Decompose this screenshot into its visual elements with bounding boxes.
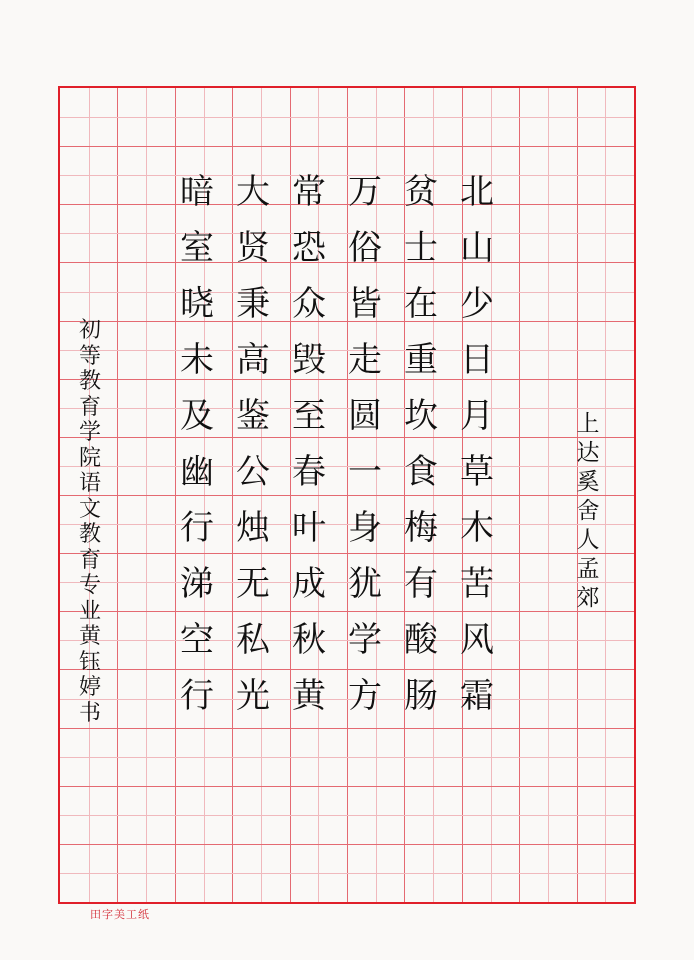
handwritten-character: 酸	[404, 620, 438, 660]
poem-column-3	[337, 164, 393, 724]
handwritten-character: 业	[78, 598, 101, 624]
grid-horizontal-line	[60, 786, 634, 787]
handwritten-character: 行	[180, 508, 214, 548]
handwritten-character: 俗	[348, 228, 382, 268]
handwritten-character: 私	[236, 620, 270, 660]
handwritten-character: 上	[576, 411, 600, 437]
handwritten-character: 重	[404, 340, 438, 380]
handwritten-character: 及	[180, 396, 214, 436]
handwritten-character: 学	[348, 620, 382, 660]
grid-horizontal-line	[60, 146, 634, 147]
handwritten-character: 走	[348, 340, 382, 380]
handwritten-character: 叶	[292, 508, 326, 548]
handwritten-character: 公	[236, 452, 270, 492]
handwritten-character: 暗	[180, 172, 214, 212]
poem-column-5	[225, 164, 281, 724]
handwritten-character: 达	[576, 440, 600, 466]
handwritten-character: 恐	[292, 228, 326, 268]
handwritten-character: 日	[460, 340, 494, 380]
signature-column	[76, 318, 104, 726]
poem-column-6	[169, 164, 225, 724]
handwritten-character: 书	[78, 700, 101, 726]
handwritten-character: 黄	[292, 676, 326, 716]
handwritten-character: 无	[236, 564, 270, 604]
handwritten-character: 烛	[236, 508, 270, 548]
handwritten-character: 空	[180, 620, 214, 660]
handwritten-character: 成	[292, 564, 326, 604]
grid-horizontal-line	[60, 757, 634, 758]
handwritten-character: 春	[292, 452, 326, 492]
grid-horizontal-line	[60, 815, 634, 816]
handwritten-character: 方	[348, 676, 382, 716]
handwritten-character: 秋	[292, 620, 326, 660]
handwritten-character: 贫	[404, 172, 438, 212]
handwritten-character: 风	[460, 620, 494, 660]
handwritten-character: 士	[404, 228, 438, 268]
grid-horizontal-line	[60, 873, 634, 874]
handwritten-character: 一	[348, 452, 382, 492]
handwritten-character: 月	[460, 396, 494, 436]
handwritten-character: 常	[292, 172, 326, 212]
handwritten-character: 室	[180, 228, 214, 268]
handwritten-character: 婷	[78, 675, 101, 700]
handwritten-character: 孟	[576, 556, 600, 582]
poem-column-2	[393, 164, 449, 724]
handwritten-character: 山	[460, 228, 494, 268]
handwritten-character: 有	[404, 564, 438, 604]
handwritten-character: 育	[78, 547, 101, 573]
handwritten-character: 北	[460, 172, 494, 212]
handwritten-character: 圆	[348, 396, 382, 436]
handwritten-character: 万	[348, 172, 382, 212]
handwritten-character: 鉴	[236, 396, 270, 436]
handwritten-character: 苦	[460, 564, 494, 604]
handwritten-character: 人	[576, 527, 600, 553]
poem-title-column	[573, 410, 603, 613]
handwritten-character: 贤	[236, 228, 270, 268]
handwritten-character: 毁	[292, 340, 326, 380]
handwritten-character: 专	[78, 573, 101, 598]
handwritten-character: 行	[180, 676, 214, 716]
handwritten-character: 众	[292, 284, 326, 324]
handwritten-character: 教	[78, 522, 101, 547]
handwritten-character: 霜	[460, 676, 494, 716]
handwritten-character: 教	[78, 369, 101, 394]
handwritten-character: 郊	[576, 585, 600, 611]
handwritten-character: 院	[78, 445, 101, 471]
handwritten-character: 在	[404, 284, 438, 324]
handwritten-character: 语	[78, 471, 101, 496]
handwritten-character: 秉	[236, 284, 270, 324]
paper-type-label: 田字美工纸	[90, 908, 150, 921]
handwritten-character: 坎	[404, 396, 438, 436]
handwritten-character: 犹	[348, 564, 382, 604]
grid-horizontal-line	[60, 844, 634, 845]
handwritten-character: 初	[78, 318, 101, 343]
handwritten-character: 学	[78, 420, 101, 445]
handwritten-character: 梅	[404, 508, 438, 548]
handwritten-character: 光	[236, 676, 270, 716]
handwritten-character: 舍	[576, 498, 600, 524]
handwritten-character: 奚	[576, 469, 600, 495]
handwritten-character: 文	[78, 496, 101, 522]
handwritten-character: 皆	[348, 284, 382, 324]
handwritten-character: 黄	[78, 624, 101, 649]
poem-column-1	[449, 164, 505, 724]
handwritten-character: 晓	[180, 284, 214, 324]
handwritten-character: 身	[348, 508, 382, 548]
handwritten-character: 育	[78, 394, 101, 420]
handwritten-character: 等	[78, 343, 101, 369]
poem-column-4	[281, 164, 337, 724]
handwritten-character: 涕	[180, 564, 214, 604]
grid-horizontal-line	[60, 117, 634, 118]
handwritten-character: 钰	[78, 649, 101, 675]
handwritten-character: 幽	[180, 452, 214, 492]
handwritten-character: 大	[236, 172, 270, 212]
handwritten-character: 木	[460, 508, 494, 548]
handwritten-character: 食	[404, 452, 438, 492]
handwritten-character: 至	[292, 396, 326, 436]
grid-horizontal-line	[60, 728, 634, 729]
handwritten-character: 高	[236, 340, 270, 380]
handwritten-character: 肠	[404, 676, 438, 716]
handwritten-character: 草	[460, 452, 494, 492]
handwritten-character: 少	[460, 284, 494, 324]
handwritten-character: 未	[180, 340, 214, 380]
